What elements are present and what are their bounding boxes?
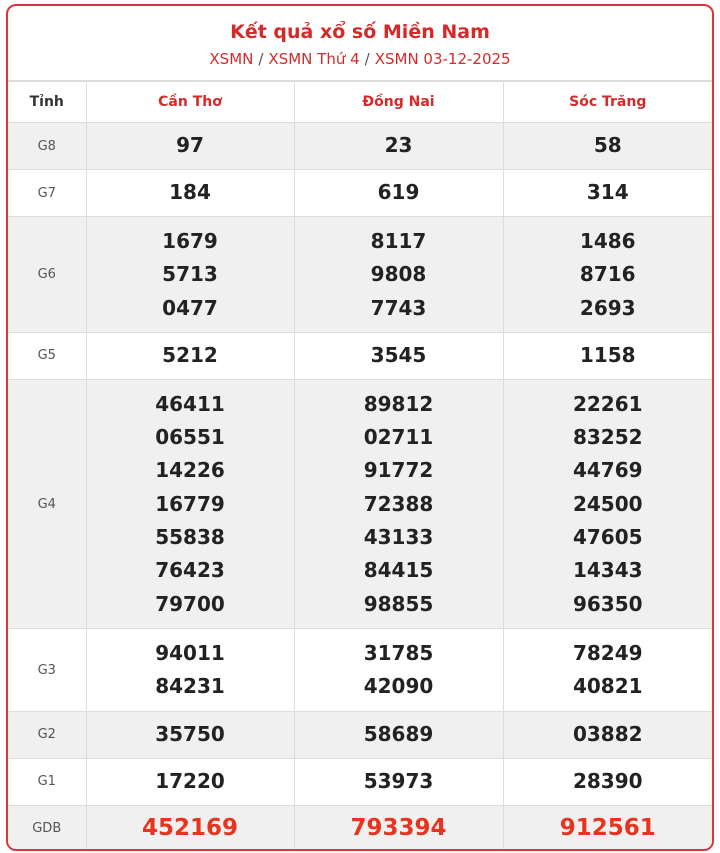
prize-label: G3 xyxy=(8,628,86,711)
prize-number: 58689 xyxy=(363,721,434,746)
prize-cell xyxy=(86,628,294,711)
prize-number: 72388 xyxy=(363,491,434,516)
prize-cell xyxy=(294,123,503,170)
column-header-province-1[interactable]: Cần Thơ xyxy=(86,82,294,123)
breadcrumb-link-date[interactable]: XSMN 03-12-2025 xyxy=(374,50,511,68)
prize-number: 98855 xyxy=(363,591,434,616)
breadcrumb xyxy=(8,49,712,69)
prize-number: 8117 xyxy=(370,229,427,253)
prize-number: 17220 xyxy=(155,768,225,793)
prize-number: 46411 xyxy=(155,391,225,416)
prize-number: 5212 xyxy=(162,343,218,368)
column-header-province-2[interactable]: Đồng Nai xyxy=(294,82,503,123)
prize-number: 1679 xyxy=(162,229,218,253)
prize-number: 14343 xyxy=(572,558,643,583)
prize-row-g5 xyxy=(8,332,712,379)
prize-cell xyxy=(86,758,294,805)
prize-cell xyxy=(503,758,712,805)
prize-cell xyxy=(503,332,712,379)
prize-cell xyxy=(86,217,294,333)
prize-label: G1 xyxy=(8,758,86,805)
prize-number: 83252 xyxy=(572,425,643,450)
prize-number: 7743 xyxy=(370,295,427,320)
prize-number: 31785 xyxy=(363,640,434,665)
prize-number: 14226 xyxy=(155,458,225,483)
prize-number: 02711 xyxy=(363,425,434,450)
prize-number: 5713 xyxy=(162,262,218,287)
prize-label: G4 xyxy=(8,379,86,628)
prize-number: 96350 xyxy=(572,591,643,616)
prize-number: 16779 xyxy=(155,491,225,516)
results-header xyxy=(8,6,712,81)
prize-number: 28390 xyxy=(572,768,643,793)
breadcrumb-separator: / xyxy=(364,50,370,68)
prize-cell xyxy=(503,217,712,333)
prize-number: 43133 xyxy=(363,525,434,550)
prize-number: 44769 xyxy=(572,458,643,483)
prize-number: 53973 xyxy=(363,768,434,793)
prize-number: 35750 xyxy=(155,721,225,746)
prize-cell xyxy=(86,332,294,379)
prize-number: 40821 xyxy=(572,674,643,699)
prize-cell xyxy=(86,170,294,217)
prize-number: 58 xyxy=(593,133,622,158)
prize-cell xyxy=(294,332,503,379)
prize-label: G2 xyxy=(8,711,86,758)
column-header-province: Tỉnh xyxy=(8,82,86,123)
prize-number: 8716 xyxy=(579,262,636,287)
prize-cell xyxy=(294,628,503,711)
prize-number: 76423 xyxy=(155,558,225,583)
prize-number: 79700 xyxy=(155,591,225,616)
prize-number: 314 xyxy=(586,180,629,205)
prize-number: 47605 xyxy=(572,525,643,550)
prize-number: 42090 xyxy=(363,674,434,699)
prize-number: 22261 xyxy=(572,391,643,416)
page-title: Kết quả xổ số Miền Nam xyxy=(230,21,490,43)
results-card xyxy=(6,4,714,851)
prize-number: 03882 xyxy=(572,721,643,746)
prize-cell xyxy=(503,379,712,628)
prize-cell xyxy=(86,123,294,170)
prize-number: 84415 xyxy=(363,558,434,583)
prize-cell xyxy=(503,123,712,170)
prize-number: 184 xyxy=(169,180,211,205)
prize-cell xyxy=(294,217,503,333)
prize-number: 912561 xyxy=(559,814,656,841)
prize-number: 55838 xyxy=(155,525,225,550)
prize-number: 452169 xyxy=(141,814,239,841)
breadcrumb-link-xsmn[interactable]: XSMN xyxy=(209,50,254,68)
prize-cell xyxy=(294,805,503,851)
prize-number: 24500 xyxy=(572,491,643,516)
prize-row-g8 xyxy=(8,123,712,170)
prize-cell xyxy=(294,758,503,805)
breadcrumb-separator: / xyxy=(258,50,264,68)
prize-row-g2 xyxy=(8,711,712,758)
results-table xyxy=(8,81,712,851)
prize-label: G8 xyxy=(8,123,86,170)
prize-number: 1486 xyxy=(579,229,636,253)
prize-row-g1 xyxy=(8,758,712,805)
prize-number: 84231 xyxy=(155,674,225,699)
prize-row-g7 xyxy=(8,170,712,217)
prize-label: G7 xyxy=(8,170,86,217)
results-table-body xyxy=(8,123,712,852)
prize-row-gdb xyxy=(8,805,712,851)
prize-number: 23 xyxy=(384,133,413,158)
prize-label: GDB xyxy=(8,805,86,851)
prize-cell xyxy=(503,170,712,217)
prize-number: 1158 xyxy=(579,343,636,368)
prize-label: G5 xyxy=(8,332,86,379)
prize-cell xyxy=(503,805,712,851)
prize-number: 793394 xyxy=(350,814,447,841)
column-header-province-3[interactable]: Sóc Trăng xyxy=(503,82,712,123)
prize-number: 0477 xyxy=(162,295,218,320)
prize-label: G6 xyxy=(8,217,86,333)
prize-cell xyxy=(294,379,503,628)
prize-number: 94011 xyxy=(155,640,225,665)
prize-number: 3545 xyxy=(370,343,427,368)
prize-cell xyxy=(86,711,294,758)
prize-number: 91772 xyxy=(363,458,434,483)
prize-number: 9808 xyxy=(370,262,427,287)
prize-number: 78249 xyxy=(572,640,643,665)
prize-cell xyxy=(503,628,712,711)
prize-cell xyxy=(294,170,503,217)
prize-number: 619 xyxy=(377,180,420,205)
prize-cell xyxy=(294,711,503,758)
breadcrumb-link-weekday[interactable]: XSMN Thứ 4 xyxy=(268,50,360,68)
prize-number: 97 xyxy=(176,133,204,158)
prize-row-g3 xyxy=(8,628,712,711)
prize-cell xyxy=(86,805,294,851)
prize-row-g6 xyxy=(8,217,712,333)
prize-number: 2693 xyxy=(579,295,636,320)
prize-row-g4 xyxy=(8,379,712,628)
prize-cell xyxy=(86,379,294,628)
prize-number: 06551 xyxy=(155,425,225,450)
prize-number: 89812 xyxy=(363,391,434,416)
prize-cell xyxy=(503,711,712,758)
